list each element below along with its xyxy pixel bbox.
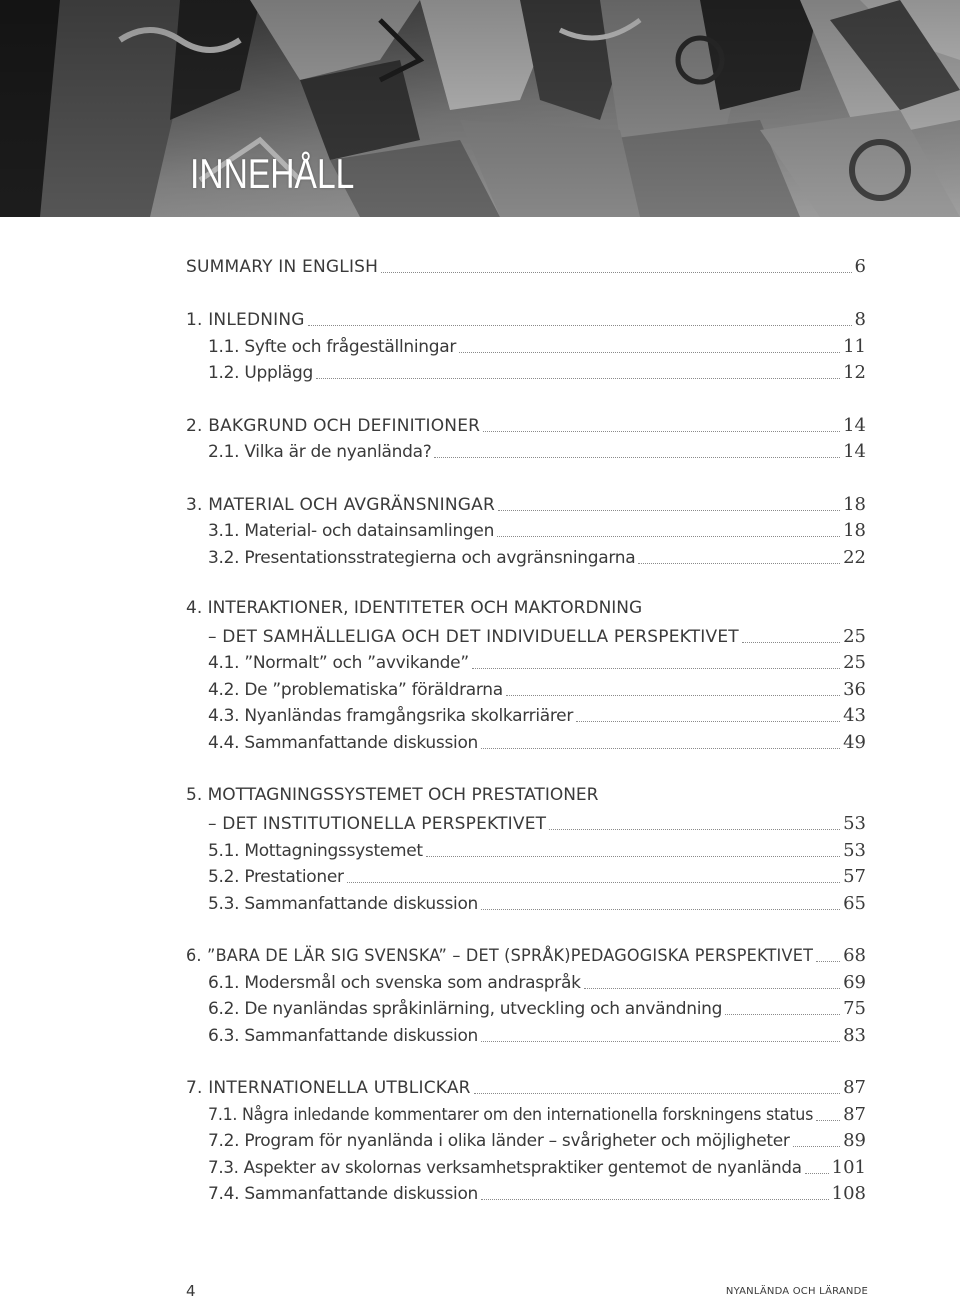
toc-entry-chapter-5[interactable] bbox=[0, 809, 960, 835]
dot-leader bbox=[381, 272, 851, 273]
dot-leader bbox=[308, 325, 852, 326]
dot-leader bbox=[576, 721, 840, 722]
toc-page-number: 25 bbox=[843, 652, 866, 673]
toc-page-number: 11 bbox=[843, 336, 866, 357]
dot-leader bbox=[506, 695, 840, 696]
toc-entry-label: 2.1. Vilka är de nyanlända? bbox=[208, 442, 432, 462]
toc-entry-4-2[interactable] bbox=[0, 675, 960, 701]
toc-entry-chapter-4[interactable] bbox=[0, 622, 960, 648]
toc-entry-label: 5.1. Mottagningssystemet bbox=[208, 841, 423, 861]
toc-entry-label: – DET INSTITUTIONELLA PERSPEKTIVET bbox=[208, 814, 547, 834]
toc-chapter-5-heading: 5. MOTTAGNINGSSYSTEMET OCH PRESTATIONER bbox=[186, 785, 599, 805]
toc-entry-7-3[interactable] bbox=[0, 1153, 960, 1179]
dot-leader bbox=[426, 856, 840, 857]
toc-page-number: 22 bbox=[843, 547, 866, 568]
toc-entry-2-1[interactable] bbox=[0, 437, 960, 463]
toc-entry-label: 1. INLEDNING bbox=[186, 310, 305, 330]
toc-page-number: 53 bbox=[843, 813, 866, 834]
toc-entry-label: 1.2. Upplägg bbox=[208, 363, 313, 383]
toc-page-number: 36 bbox=[843, 679, 866, 700]
dot-leader bbox=[584, 988, 840, 989]
dot-leader bbox=[481, 748, 840, 749]
toc-entry-label: 5.2. Prestationer bbox=[208, 867, 344, 887]
toc-entry-4-1[interactable] bbox=[0, 648, 960, 674]
toc-entry-label: 6. ”BARA DE LÄR SIG SVENSKA” – DET (SPRÅK)PEDAGOGISKA PERSPEKTIVET bbox=[186, 946, 814, 966]
dot-leader bbox=[481, 1199, 829, 1200]
footer-running-title: NYANLÄNDA OCH LÄRANDE bbox=[725, 1286, 868, 1297]
toc-page-number: 87 bbox=[843, 1104, 866, 1125]
toc-entry-label: 2. BAKGRUND OCH DEFINITIONER bbox=[186, 416, 481, 436]
dot-leader bbox=[481, 909, 840, 910]
toc-entry-chapter-2[interactable] bbox=[0, 411, 960, 437]
toc-entry-5-2[interactable] bbox=[0, 862, 960, 888]
toc-page-number: 108 bbox=[831, 1183, 866, 1204]
toc-entry-label: 3.1. Material- och datainsamlingen bbox=[208, 521, 495, 541]
dot-leader bbox=[638, 563, 840, 564]
dot-leader bbox=[459, 352, 840, 353]
toc-entry-label: 7.2. Program för nyanlända i olika länder – svårigheter och möjligheter bbox=[208, 1131, 790, 1151]
page-title: INNEHÅLL bbox=[190, 150, 355, 197]
toc-entry-7-1[interactable] bbox=[0, 1100, 960, 1126]
toc-entry-1-2[interactable] bbox=[0, 358, 960, 384]
toc-page-number: 75 bbox=[843, 998, 866, 1019]
dot-leader bbox=[316, 378, 840, 379]
toc-entry-label: 5.3. Sammanfattande diskussion bbox=[208, 894, 479, 914]
toc-entry-chapter-3[interactable] bbox=[0, 490, 960, 516]
toc-entry-3-2[interactable] bbox=[0, 543, 960, 569]
toc-entry-label: 6.2. De nyanländas språkinlärning, utveckling och användning bbox=[208, 999, 723, 1019]
toc-page-number: 8 bbox=[854, 309, 866, 330]
dot-leader bbox=[816, 1120, 840, 1121]
toc-page-number: 68 bbox=[843, 945, 866, 966]
dot-leader bbox=[816, 961, 840, 962]
toc-page-number: 14 bbox=[843, 415, 866, 436]
toc-page-number: 6 bbox=[854, 256, 866, 277]
toc-page-number: 18 bbox=[843, 520, 866, 541]
toc-page-number: 12 bbox=[843, 362, 866, 383]
toc-entry-label: 4.4. Sammanfattande diskussion bbox=[208, 733, 479, 753]
toc-page-number: 65 bbox=[843, 893, 866, 914]
toc-entry-3-1[interactable] bbox=[0, 516, 960, 542]
toc-entry-7-2[interactable] bbox=[0, 1126, 960, 1152]
toc-entry-6-1[interactable] bbox=[0, 968, 960, 994]
toc-entry-label: 7.3. Aspekter av skolornas verksamhetspraktiker gentemot de nyanlända bbox=[208, 1158, 802, 1178]
toc-page-number: 57 bbox=[843, 866, 866, 887]
toc-entry-label: 4.2. De ”problematiska” föräldrarna bbox=[208, 680, 503, 700]
toc-page-number: 83 bbox=[843, 1025, 866, 1046]
dot-leader bbox=[805, 1173, 829, 1174]
toc-entry-1-1[interactable] bbox=[0, 332, 960, 358]
toc-entry-label: 3.2. Presentationsstrategierna och avgränsningarna bbox=[208, 548, 636, 568]
toc-entry-label: 7. INTERNATIONELLA UTBLICKAR bbox=[186, 1078, 471, 1098]
toc-page-number: 101 bbox=[831, 1157, 866, 1178]
toc-entry-label: 7.4. Sammanfattande diskussion bbox=[208, 1184, 479, 1204]
toc-page-number: 49 bbox=[843, 732, 866, 753]
dot-leader bbox=[742, 642, 840, 643]
toc-entry-6-3[interactable] bbox=[0, 1021, 960, 1047]
toc-entry-5-3[interactable] bbox=[0, 889, 960, 915]
toc-entry-label: SUMMARY IN ENGLISH bbox=[186, 257, 379, 277]
dot-leader bbox=[347, 882, 840, 883]
dot-leader bbox=[725, 1014, 840, 1015]
toc-entry-4-3[interactable] bbox=[0, 701, 960, 727]
dot-leader bbox=[793, 1146, 840, 1147]
toc-entry-label: 6.3. Sammanfattande diskussion bbox=[208, 1026, 479, 1046]
toc-entry-label: – DET SAMHÄLLELIGA OCH DET INDIVIDUELLA PERSPEKTIVET bbox=[208, 627, 739, 647]
footer-page-number: 4 bbox=[186, 1282, 196, 1300]
toc-page-number: 89 bbox=[843, 1130, 866, 1151]
toc-entry-5-1[interactable] bbox=[0, 836, 960, 862]
toc-page-number: 18 bbox=[843, 494, 866, 515]
dot-leader bbox=[497, 536, 840, 537]
toc-entry-label: 7.1. Några inledande kommentarer om den internationella forskningens status bbox=[208, 1105, 814, 1125]
toc-chapter-4-heading: 4. INTERAKTIONER, IDENTITETER OCH MAKTORDNING bbox=[186, 598, 643, 618]
dot-leader bbox=[474, 1093, 840, 1094]
toc-page-number: 43 bbox=[843, 705, 866, 726]
toc-page-number: 14 bbox=[843, 441, 866, 462]
toc-page-number: 69 bbox=[843, 972, 866, 993]
toc-entry-chapter-6[interactable] bbox=[0, 941, 960, 967]
toc-entry-chapter-7[interactable] bbox=[0, 1073, 960, 1099]
dot-leader bbox=[549, 829, 840, 830]
dot-leader bbox=[481, 1041, 840, 1042]
toc-entry-summary[interactable] bbox=[0, 252, 960, 278]
toc-page-number: 87 bbox=[843, 1077, 866, 1098]
toc-entry-6-2[interactable] bbox=[0, 994, 960, 1020]
toc-entry-label: 6.1. Modersmål och svenska som andraspråk bbox=[208, 973, 581, 993]
toc-entry-chapter-1[interactable] bbox=[0, 305, 960, 331]
dot-leader bbox=[483, 431, 840, 432]
toc-entry-label: 1.1. Syfte och frågeställningar bbox=[208, 337, 457, 357]
toc-entry-label: 4.3. Nyanländas framgångsrika skolkarriärer bbox=[208, 706, 574, 726]
dot-leader bbox=[472, 668, 840, 669]
toc-page-number: 53 bbox=[843, 840, 866, 861]
toc-entry-label: 4.1. ”Normalt” och ”avvikande” bbox=[208, 653, 469, 673]
toc-page-number: 25 bbox=[843, 626, 866, 647]
toc-entry-4-4[interactable] bbox=[0, 728, 960, 754]
toc-entry-label: 3. MATERIAL OCH AVGRÄNSNINGAR bbox=[186, 495, 495, 515]
toc-entry-7-4[interactable] bbox=[0, 1179, 960, 1205]
dot-leader bbox=[434, 457, 840, 458]
dot-leader bbox=[498, 510, 840, 511]
